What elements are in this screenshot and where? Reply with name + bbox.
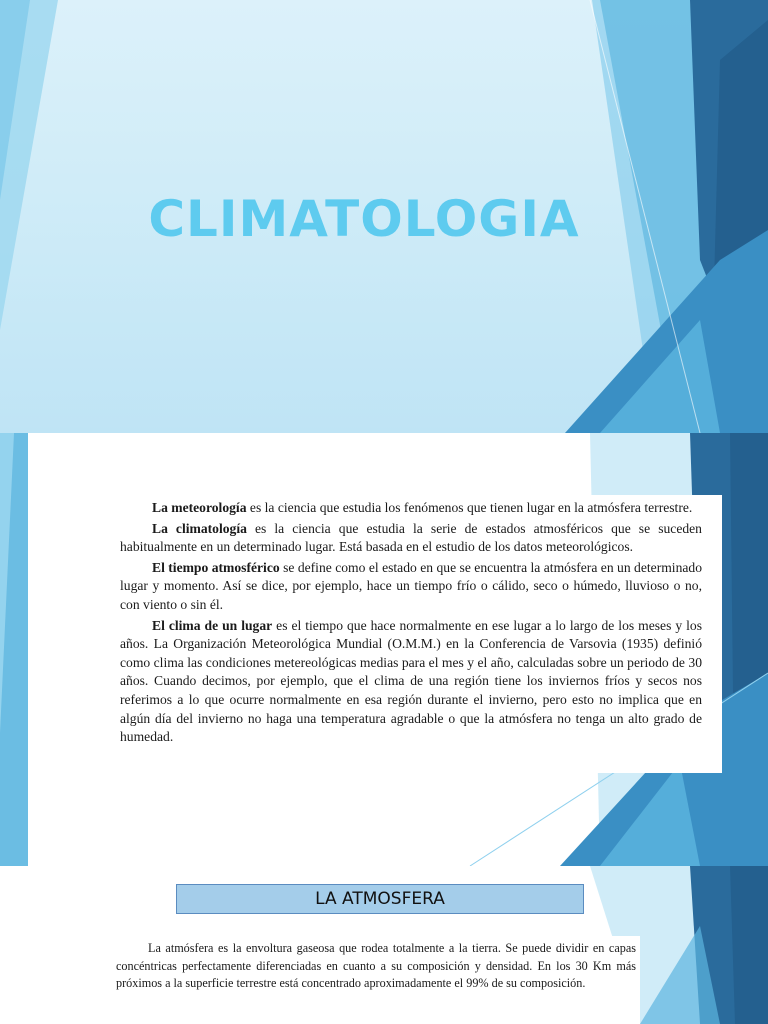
atmosfera-text-image [110,936,640,1024]
paragraph-climatologia: La climatología es la ciencia que estudia la serie de estados atmosféricos que se suceden habitualmente en un determinado lugar. Está basada en el estudio de los datos meteorológicos. [120,520,702,555]
title-slide [0,0,768,433]
atmosfera-slide [0,866,768,1024]
section-heading: LA ATMOSFERA [176,884,584,914]
slide-title: CLIMATOLOGIA [148,190,580,248]
paragraph-clima: El clima de un lugar es el tiempo que hace normalmente en ese lugar a lo largo de los meses y los años. La Organización Meteorológica Mundial (O.M.M.) en la Conferencia de Varsovia (1935) definió como clima las condiciones metereológicas medias para el mes y el año, calculadas sobre un periodo de 30 años. Cuando decimos, por ejemplo, que el clima de una región tiene los inviernos fríos y secos nos referimos a lo que ocurre normalmente en esa región durante el invierno, pero esto no implica que en algún día del invierno no haga una temperatura agradable o que la atmósfera no tenga un alto grado de humedad. [120,617,702,745]
definitions-text-image [82,495,722,773]
paragraph-tiempo-atmosferico: El tiempo atmosférico se define como el estado en que se encuentra la atmósfera en un determinado lugar y momento. Así se dice, por ejemplo, hace un tiempo frío o cálido, seco o húmedo, lluvioso o no, con viento o sin él. [120,559,702,612]
definitions-slide [0,433,768,866]
paragraph-meteorologia: La meteorología es la ciencia que estudia los fenómenos que tienen lugar en la atmósfera terrestre. [152,500,693,515]
paragraph-atmosfera: La atmósfera es la envoltura gaseosa que rodea totalmente a la tierra. Se puede dividir en capas concéntricas perfectamente diferenciadas en cuanto a su composición y densidad. En los 30 Km más próximos a la superficie terrestre está concentrado aproximadamente el 99% de su composición. [116,941,636,991]
